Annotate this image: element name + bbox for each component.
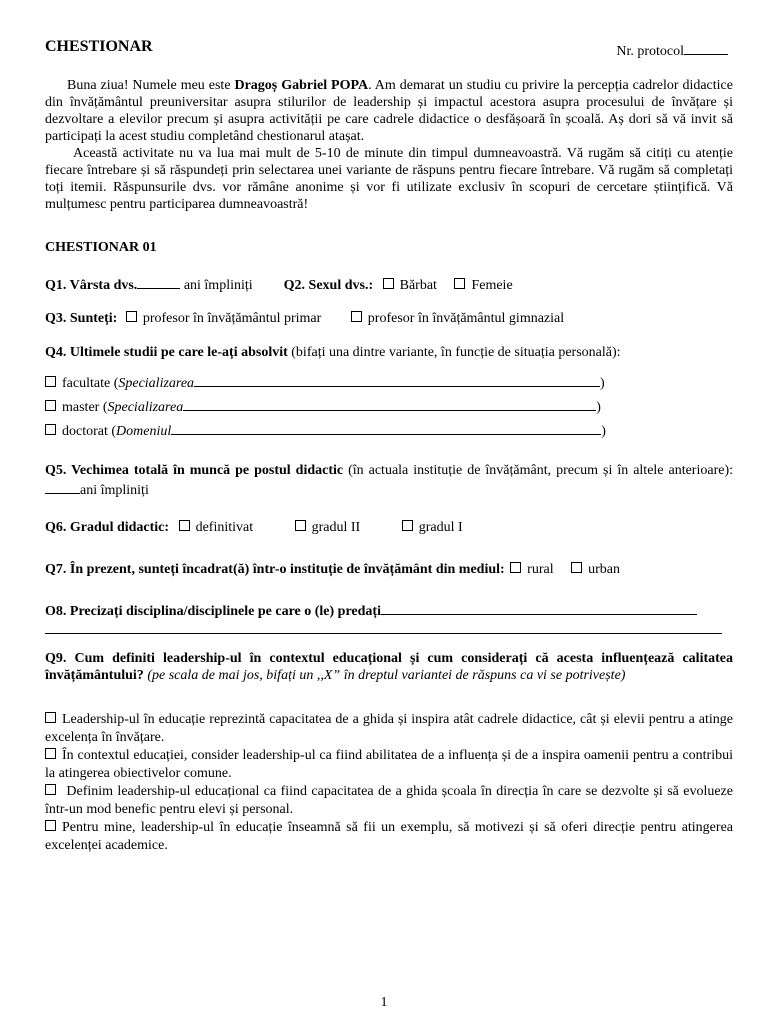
introduction <box>45 77 733 213</box>
header <box>45 38 728 60</box>
q9-label: Q9. Cum definiti leadership-ul în contextul educațional și cum considerați că acesta influențează calitatea învățământului? <box>45 651 733 683</box>
q8-label: O8. Precizați disciplina/disciplinele pe care o (le) predați <box>45 604 381 619</box>
checkbox-icon[interactable] <box>351 311 362 322</box>
checkbox-icon[interactable] <box>383 278 394 289</box>
question-q9 <box>45 650 733 684</box>
option-urban[interactable]: urban <box>571 561 620 579</box>
q1-label: Q1. Vârsta dvs. <box>45 278 138 293</box>
question-q8 <box>45 600 733 621</box>
disciplina-field-line-2[interactable] <box>45 619 722 634</box>
question-q6 <box>45 519 733 537</box>
q4-option-doctorat: doctorat (Domeniul ) <box>45 420 733 441</box>
checkbox-icon[interactable] <box>510 562 521 573</box>
checkbox-icon[interactable] <box>454 278 465 289</box>
option-femeie[interactable]: Femeie <box>454 277 512 295</box>
q9-options <box>45 711 733 855</box>
q9-option-2[interactable]: În contextul educației, consider leadership-ul ca fiind abilitatea de a influența și de a inspira oamenii pentru a contribui la atingerea obiectivelor comune. <box>45 748 733 781</box>
intro-paragraph-1: Buna ziua! Numele meu este Dragoș Gabriel POPA. Am demarat un studiu cu privire la percepția cadrelor didactice din învățământul preuniversitar asupra stilurilor de leadership și impactul acestora asupra procesului de învățare și dezvoltare a elevilor precum și asupra activității pe care cadrele didactice o desfășoară în școală. Aș dori să vă invit să participați la acest studiu completând chestionarul atașat. <box>45 78 733 144</box>
q4-option-facultate: facultate (Specializarea ) <box>45 372 733 393</box>
q5-note: (în actuala instituție de învățământ, precum și în altele anterioare): <box>343 463 733 478</box>
checkbox-icon[interactable] <box>45 784 56 795</box>
q2-label: Q2. Sexul dvs.: <box>283 278 374 293</box>
checkbox-icon[interactable] <box>45 424 56 435</box>
q4-label: Q4. Ultimele studii pe care le-ați absolvit <box>45 345 288 360</box>
checkbox-icon[interactable] <box>45 712 56 723</box>
q6-label: Q6. Gradul didactic: <box>45 520 170 535</box>
option-gimnazial[interactable]: profesor în învățământul gimnazial <box>351 310 564 328</box>
specializare-facultate-field[interactable] <box>194 372 600 387</box>
protocol-number <box>616 41 728 60</box>
domeniu-doctorat-field[interactable] <box>171 420 601 435</box>
checkbox-icon[interactable] <box>402 520 413 531</box>
protocol-label: Nr. protocol <box>616 44 684 59</box>
age-field[interactable] <box>137 274 180 289</box>
q9-option-4[interactable]: Pentru mine, leadership-ul în educație înseamnă să fii un exemplu, să motivezi și să oferi direcție pentru atingerea excelenței academice. <box>45 820 733 853</box>
question-q7 <box>45 561 733 579</box>
question-q4 <box>45 344 733 362</box>
section-title: CHESTIONAR 01 <box>45 240 157 255</box>
page-number: 1 <box>380 995 388 1010</box>
q9-note: (pe scala de mai jos, bifați un ,,X” în dreptul variantei de răspuns ca vi se potrivește) <box>143 668 626 683</box>
intro-paragraph-2: Această activitate nu va lua mai mult de 5-10 de minute din timpul dumneavoastră. Vă rugăm să citiți cu atenție fiecare întrebare și să răspundeți prin selectarea unei variante de răspuns pentru fiecare întrebare. Vă rugăm să completați toți itemii. Răspunsurile dvs. vor rămâne anonime și vor fi utilizate exclusiv în scopuri de cercetare științifică. Vă mulțumesc pentru participarea dumneavoastră! <box>45 146 733 212</box>
vechime-field[interactable] <box>45 479 80 494</box>
option-barbat[interactable]: Bărbat <box>383 277 437 295</box>
option-gradul-ii[interactable]: gradul II <box>295 519 361 537</box>
q3-label: Q3. Sunteți: <box>45 311 118 326</box>
q9-option-1[interactable]: Leadership-ul în educație reprezintă capacitatea de a ghida și inspira atât cadrele didactice, cât și elevii pentru a atinge excelența în învățare. <box>45 712 733 745</box>
specializare-master-field[interactable] <box>183 396 596 411</box>
option-gradul-i[interactable]: gradul I <box>402 519 463 537</box>
checkbox-icon[interactable] <box>179 520 190 531</box>
checkbox-icon[interactable] <box>45 376 56 387</box>
q9-option-3[interactable]: Definim leadership-ul educațional ca fiind capacitatea de a ghida școala în direcția în care se dezvolte și să evolueze într-un mod benefic pentru elevi și personal. <box>45 784 733 817</box>
option-primar[interactable]: profesor în învățământul primar <box>126 310 321 328</box>
option-definitivat[interactable]: definitivat <box>179 519 254 537</box>
author-name: Dragoș Gabriel POPA <box>234 78 369 93</box>
document-title: CHESTIONAR <box>45 38 153 55</box>
disciplina-field[interactable] <box>381 600 697 615</box>
option-rural[interactable]: rural <box>510 561 553 579</box>
question-q3 <box>45 310 733 328</box>
question-q1-q2 <box>45 274 733 295</box>
checkbox-icon[interactable] <box>571 562 582 573</box>
protocol-field[interactable] <box>684 41 728 55</box>
checkbox-icon[interactable] <box>295 520 306 531</box>
q5-label: Q5. Vechimea totală în muncă pe postul didactic <box>45 463 344 478</box>
checkbox-icon[interactable] <box>45 820 56 831</box>
q5-suffix: ani împliniți <box>80 483 149 498</box>
q4-note: (bifați una dintre variante, în funcție de situația personală): <box>287 345 621 360</box>
checkbox-icon[interactable] <box>45 400 56 411</box>
q8-second-line <box>45 619 733 640</box>
question-q5 <box>45 462 733 499</box>
q7-label: Q7. În prezent, sunteți încadrat(ă) într-o instituție de învățământ din mediul: <box>45 562 505 577</box>
q1-suffix: ani împliniți <box>180 278 253 293</box>
checkbox-icon[interactable] <box>126 311 137 322</box>
checkbox-icon[interactable] <box>45 748 56 759</box>
q4-option-master: master (Specializarea ) <box>45 396 733 417</box>
